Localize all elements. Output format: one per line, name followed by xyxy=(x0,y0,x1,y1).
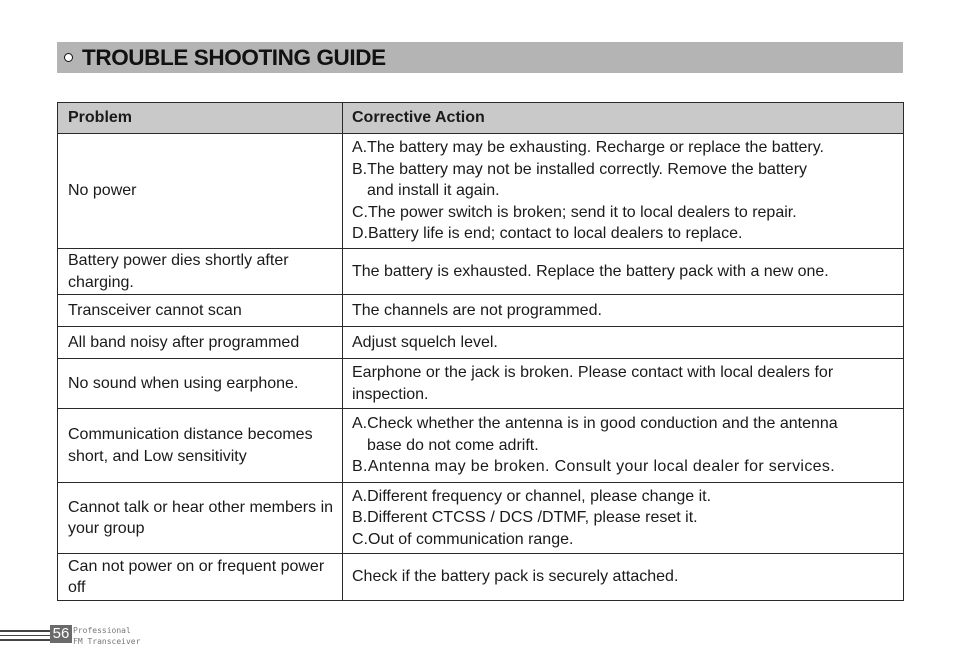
problem-cell: Can not power on or frequent power off xyxy=(58,554,343,601)
column-header-problem: Problem xyxy=(58,103,343,134)
problem-cell: No sound when using earphone. xyxy=(58,359,343,409)
footer-line-1: Professional xyxy=(73,626,131,635)
action-line: base do not come adrift. xyxy=(367,436,539,454)
problem-cell: Communication distance becomes short, and Low sensitivity xyxy=(58,409,343,483)
action-cell xyxy=(343,249,904,295)
action-line: C.Out of communication range. xyxy=(352,530,574,548)
action-line: Adjust squelch level. xyxy=(352,333,498,351)
action-cell xyxy=(343,483,904,554)
action-cell xyxy=(343,327,904,359)
page-number: 56 xyxy=(50,625,72,643)
footer-line-2: FM Transceiver xyxy=(73,637,141,646)
action-line: The battery is exhausted. Replace the battery pack with a new one. xyxy=(352,262,829,280)
table-row xyxy=(58,359,904,409)
problem-cell: No power xyxy=(58,134,343,249)
section-title-bar xyxy=(57,42,903,73)
problem-cell: Battery power dies shortly after charging. xyxy=(58,249,343,295)
action-line: C.The power switch is broken; send it to local dealers to repair. xyxy=(352,203,797,221)
footer-caption xyxy=(73,625,140,647)
table-header-row xyxy=(58,103,904,134)
action-line: The channels are not programmed. xyxy=(352,301,602,319)
problem-cell: Cannot talk or hear other members in your group xyxy=(58,483,343,554)
table-row xyxy=(58,409,904,483)
column-header-corrective-action: Corrective Action xyxy=(343,103,904,134)
table-row xyxy=(58,249,904,295)
action-cell xyxy=(343,134,904,249)
action-line: B.Different CTCSS / DCS /DTMF, please reset it. xyxy=(352,509,698,527)
table-row xyxy=(58,327,904,359)
footer-rule xyxy=(0,630,50,644)
problem-cell: Transceiver cannot scan xyxy=(58,295,343,327)
action-line: A.Different frequency or channel, please change it. xyxy=(352,487,712,505)
action-line: D.Battery life is end; contact to local dealers to replace. xyxy=(352,225,743,243)
action-cell xyxy=(343,295,904,327)
action-line: B.Antenna may be broken. Consult your local dealer for services. xyxy=(352,458,836,476)
action-line: A.The battery may be exhausting. Recharge or replace the battery. xyxy=(352,139,824,157)
page-title: TROUBLE SHOOTING GUIDE xyxy=(82,44,386,70)
table-row xyxy=(58,295,904,327)
action-line: A.Check whether the antenna is in good conduction and the antenna xyxy=(352,415,838,433)
table-row xyxy=(58,554,904,601)
action-cell xyxy=(343,359,904,409)
action-cell xyxy=(343,409,904,483)
action-line: Earphone or the jack is broken. Please contact with local dealers for inspection. xyxy=(352,364,834,403)
action-line: B.The battery may not be installed correctly. Remove the battery xyxy=(352,160,808,178)
circle-bullet-icon xyxy=(64,53,73,62)
action-cell xyxy=(343,554,904,601)
troubleshooting-table xyxy=(57,102,904,601)
problem-cell: All band noisy after programmed xyxy=(58,327,343,359)
table-row xyxy=(58,483,904,554)
action-line: Check if the battery pack is securely attached. xyxy=(352,568,679,586)
action-line: and install it again. xyxy=(367,182,500,200)
table-row xyxy=(58,134,904,249)
